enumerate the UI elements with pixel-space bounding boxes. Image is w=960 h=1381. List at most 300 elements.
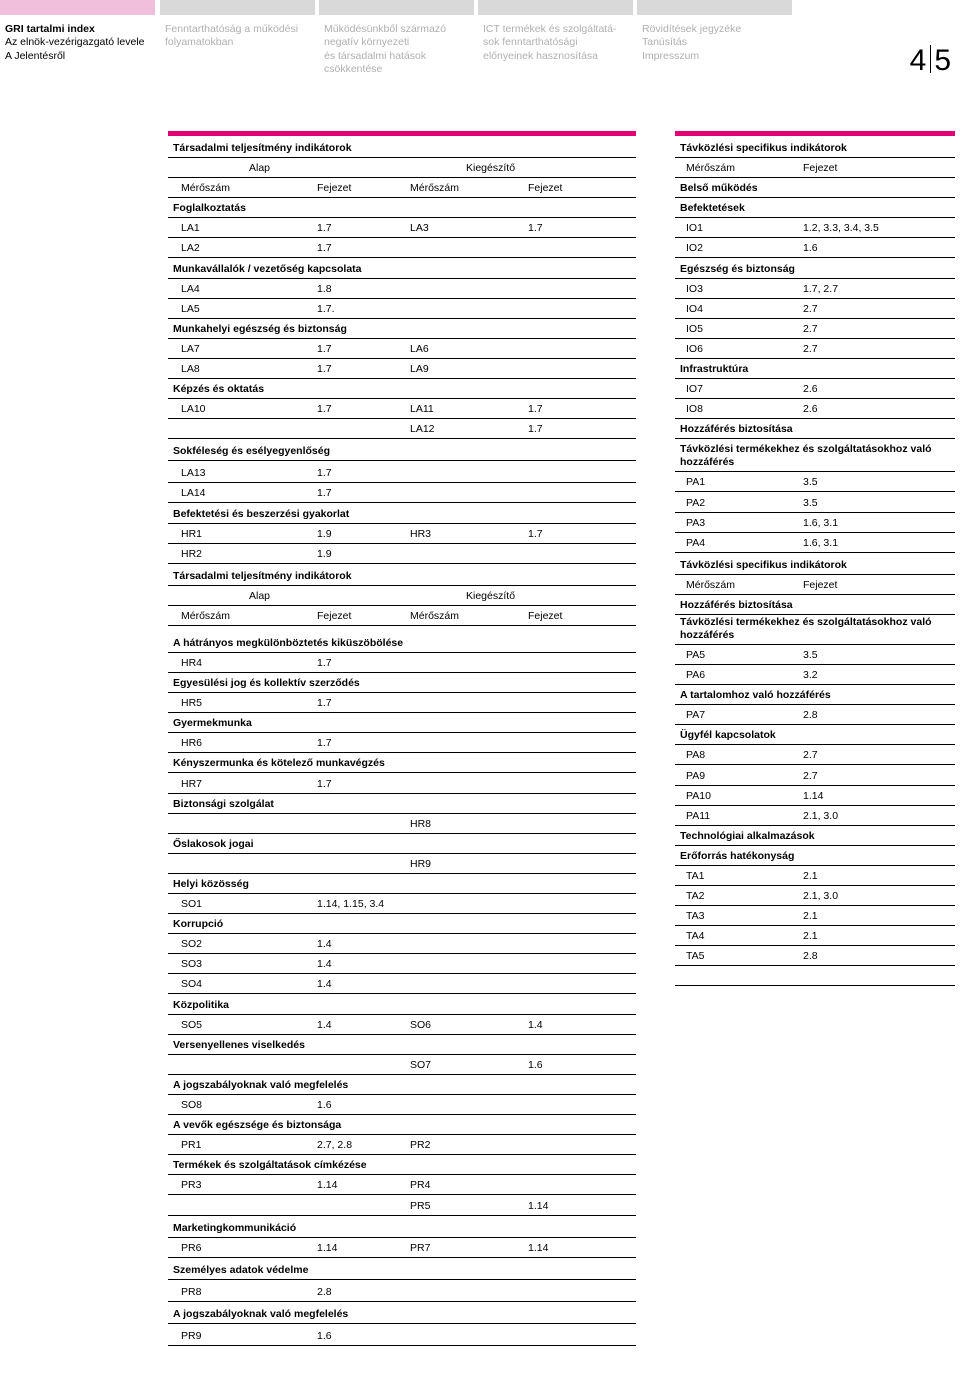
table-cell: PA4 bbox=[686, 536, 706, 549]
table-cell: PR9 bbox=[181, 1329, 202, 1342]
table-cell: 1.6 bbox=[317, 1329, 332, 1342]
group-header-supplementary: Kiegészítő bbox=[466, 162, 516, 175]
table-cell: 1.7 bbox=[317, 487, 332, 500]
table-cell: 1.14 bbox=[317, 1241, 338, 1254]
table-row bbox=[675, 238, 955, 258]
table-cell: SO3 bbox=[181, 958, 203, 971]
table-cell: LA13 bbox=[181, 467, 206, 480]
section-title: Távközlési termékekhez és szolgáltatásokhoz való hozzáférés bbox=[680, 615, 932, 641]
table-cell: 1.7 bbox=[317, 656, 332, 669]
table-row bbox=[675, 339, 955, 359]
table-title: Társadalmi teljesítmény indikátorok bbox=[173, 569, 352, 582]
nav-tab-bar bbox=[160, 0, 315, 15]
table-cell: 1.7 bbox=[317, 342, 332, 355]
section-title: Helyi közösség bbox=[173, 878, 249, 890]
table-cell: LA7 bbox=[181, 342, 200, 355]
table-row bbox=[168, 359, 636, 379]
table-section-row bbox=[168, 1035, 636, 1055]
table-title-row bbox=[168, 564, 636, 586]
section-title: Személyes adatok védelme bbox=[173, 1263, 309, 1276]
group-header-basic: Alap bbox=[249, 589, 271, 602]
table-row bbox=[675, 472, 955, 492]
table-row bbox=[168, 544, 636, 564]
table-section-row bbox=[168, 319, 636, 339]
table-row bbox=[168, 218, 636, 238]
table-section-row bbox=[675, 725, 955, 745]
table-row bbox=[168, 693, 636, 713]
section-title: Hozzáférés biztosítása bbox=[680, 423, 793, 436]
table-cell: 1.7 bbox=[317, 777, 332, 790]
table-section-row bbox=[168, 1258, 636, 1280]
table-row bbox=[168, 773, 636, 793]
table-cell: LA4 bbox=[181, 282, 200, 295]
table-cell: 1.7. bbox=[317, 302, 335, 315]
table-row bbox=[675, 533, 955, 553]
table-section-row bbox=[168, 1075, 636, 1095]
table-cell: 1.4 bbox=[317, 978, 332, 991]
table-cell: 1.7 bbox=[528, 222, 543, 235]
table-row bbox=[168, 238, 636, 258]
table-cell: TA1 bbox=[686, 870, 705, 882]
nav-tab-line: Impresszum bbox=[642, 49, 700, 62]
table-cell: 1.14, 1.15, 3.4 bbox=[317, 898, 385, 911]
table-row bbox=[675, 705, 955, 725]
table-column-header-row bbox=[675, 575, 955, 595]
table-row bbox=[168, 1175, 636, 1195]
page-number bbox=[910, 44, 952, 78]
section-title: Infrastruktúra bbox=[680, 363, 749, 376]
table-section-row bbox=[168, 1302, 636, 1324]
section-title: Hozzáférés biztosítása bbox=[680, 598, 793, 611]
table-cell: SO5 bbox=[181, 1018, 203, 1031]
section-title: A vevők egészsége és biztonsága bbox=[173, 1119, 342, 1132]
table-cell: 1.4 bbox=[528, 1018, 543, 1031]
section-title: Távközlési termékekhez és szolgáltatásokhoz való hozzáférés bbox=[680, 443, 932, 469]
section-title: Ügyfél kapcsolatok bbox=[680, 729, 776, 742]
table-cell: 1.7 bbox=[317, 737, 332, 750]
nav-tab-line: csökkentése bbox=[324, 63, 383, 76]
table-cell: 2.6 bbox=[803, 383, 818, 396]
table-cell: TA2 bbox=[686, 890, 705, 903]
table-cell: LA10 bbox=[181, 403, 206, 416]
table-cell: 1.6 bbox=[317, 1099, 332, 1112]
table-cell: 2.6 bbox=[803, 403, 818, 416]
table-cell: LA1 bbox=[181, 222, 200, 235]
table-section-row bbox=[675, 419, 955, 439]
table-section-row bbox=[168, 379, 636, 399]
table-cell: SO2 bbox=[181, 938, 203, 951]
section-title: Őslakosok jogai bbox=[173, 837, 254, 850]
table-cell: PR6 bbox=[181, 1241, 202, 1254]
table-cell: 2.8 bbox=[803, 950, 818, 963]
table-section-row bbox=[168, 994, 636, 1014]
table-row bbox=[675, 665, 955, 685]
table-section-row bbox=[675, 846, 955, 866]
table-row bbox=[168, 653, 636, 673]
page-number-left: 4 bbox=[909, 44, 928, 77]
table-cell: 2.8 bbox=[317, 1285, 332, 1298]
table-cell: 1.7 bbox=[528, 527, 543, 540]
table-cell: 1.6, 3.1 bbox=[803, 516, 839, 529]
table-section-row bbox=[675, 258, 955, 278]
table-cell: 3.2 bbox=[803, 669, 818, 682]
table-cell: PA6 bbox=[686, 669, 706, 682]
section-title: A jogszabályoknak való megfelelés bbox=[173, 1307, 349, 1320]
table-row bbox=[675, 866, 955, 886]
table-cell: PR7 bbox=[410, 1241, 431, 1254]
table-cell: 2.1 bbox=[803, 930, 818, 943]
table-row bbox=[675, 279, 955, 299]
table-cell: 2.1 bbox=[803, 870, 818, 882]
table-cell: LA14 bbox=[181, 487, 206, 500]
table-row bbox=[168, 279, 636, 299]
table-cell: 2.7 bbox=[803, 302, 818, 315]
section-title: Belső működés bbox=[680, 182, 758, 195]
nav-tab-line: Rövidítések jegyzéke bbox=[642, 23, 742, 35]
column-header: Mérőszám bbox=[181, 609, 231, 622]
table-row bbox=[675, 492, 955, 512]
table-cell: 1.7, 2.7 bbox=[803, 282, 839, 295]
table-section-row bbox=[168, 794, 636, 814]
table-cell: 1.7 bbox=[317, 222, 332, 235]
nav-tab-line: sok fenntarthatósági bbox=[483, 36, 578, 49]
table-section-row bbox=[168, 753, 636, 773]
table-cell: 1.8 bbox=[317, 282, 332, 295]
table-cell: LA3 bbox=[410, 222, 429, 235]
table-cell: PR2 bbox=[410, 1139, 431, 1152]
table-row bbox=[168, 399, 636, 419]
table-column-header-row bbox=[168, 178, 636, 198]
table-row bbox=[168, 954, 636, 974]
column-header: Fejezet bbox=[317, 182, 352, 195]
table-row bbox=[168, 1280, 636, 1302]
table-cell: 1.4 bbox=[317, 1018, 332, 1031]
table-section-row bbox=[675, 439, 955, 472]
table-cell: 1.14 bbox=[317, 1179, 338, 1192]
table-cell: 1.9 bbox=[317, 547, 332, 560]
table-cell: IO8 bbox=[686, 403, 703, 416]
table-row bbox=[675, 745, 955, 765]
table-cell: PR4 bbox=[410, 1179, 431, 1192]
table-title: Társadalmi teljesítmény indikátorok bbox=[173, 142, 352, 154]
table-cell: 1.14 bbox=[528, 1241, 549, 1254]
table-column-header-row bbox=[168, 606, 636, 626]
nav-tab-impact-reduction[interactable] bbox=[319, 0, 474, 100]
table-section-row bbox=[675, 198, 955, 218]
table-cell: 2.1 bbox=[803, 910, 818, 923]
table-column-header-row bbox=[675, 158, 955, 178]
column-header: Fejezet bbox=[803, 162, 838, 175]
section-title: Technológiai alkalmazások bbox=[680, 829, 815, 842]
table-section-row bbox=[675, 359, 955, 379]
telecom-indicators-table bbox=[675, 131, 955, 986]
nav-tab-abbreviations[interactable] bbox=[637, 0, 792, 100]
table-row bbox=[675, 806, 955, 826]
table-cell: LA8 bbox=[181, 363, 200, 376]
nav-tab-line: negatív környezeti bbox=[324, 36, 410, 49]
table-cell: PA2 bbox=[686, 496, 706, 509]
table-cell: TA4 bbox=[686, 930, 705, 943]
table-row bbox=[675, 906, 955, 926]
table-row bbox=[675, 926, 955, 946]
table-section-row bbox=[675, 685, 955, 705]
table-cell: PR3 bbox=[181, 1179, 202, 1192]
section-title: Befektetések bbox=[680, 202, 745, 215]
social-indicators-table bbox=[168, 131, 636, 1346]
table-cell: IO3 bbox=[686, 282, 703, 295]
table-section-row bbox=[168, 198, 636, 218]
column-header: Fejezet bbox=[528, 182, 563, 195]
section-title: Biztonsági szolgálat bbox=[173, 797, 274, 810]
table-cell: 1.2, 3.3, 3.4, 3.5 bbox=[803, 222, 879, 235]
table-row bbox=[168, 419, 636, 439]
table-row bbox=[168, 1238, 636, 1258]
table-cell: LA9 bbox=[410, 363, 429, 376]
table-section-row bbox=[168, 874, 636, 894]
column-header: Mérőszám bbox=[410, 182, 460, 195]
table-cell: PA11 bbox=[686, 809, 711, 822]
table-cell: 1.14 bbox=[803, 789, 824, 802]
table-cell: 3.5 bbox=[803, 496, 818, 509]
table-cell: PA7 bbox=[686, 709, 706, 722]
group-header-supplementary: Kiegészítő bbox=[466, 589, 516, 602]
column-header: Mérőszám bbox=[181, 182, 231, 195]
table-cell: SO4 bbox=[181, 978, 203, 991]
table-cell: SO6 bbox=[410, 1018, 432, 1031]
section-title: Versenyellenes viselkedés bbox=[173, 1038, 305, 1051]
table-cell: IO5 bbox=[686, 322, 703, 335]
table-title-row bbox=[675, 553, 955, 575]
table-row bbox=[168, 1095, 636, 1115]
table-cell: 1.7 bbox=[528, 403, 543, 416]
table-cell: PA10 bbox=[686, 789, 711, 802]
nav-tab-line: Működésünkből származó bbox=[324, 23, 446, 35]
table-row bbox=[675, 299, 955, 319]
table-section-row bbox=[675, 178, 955, 198]
table-cell: SO1 bbox=[181, 898, 203, 911]
table-cell: 2.8 bbox=[803, 709, 818, 722]
table-cell: 2.7 bbox=[803, 322, 818, 335]
table-row bbox=[168, 934, 636, 954]
nav-tab-line[interactable]: A Jelentésről bbox=[5, 49, 66, 62]
section-title: Erőforrás hatékonyság bbox=[680, 849, 795, 862]
table-row bbox=[168, 299, 636, 319]
table-row bbox=[675, 886, 955, 906]
table-row bbox=[675, 319, 955, 339]
table-row bbox=[168, 1324, 636, 1346]
section-title: Foglalkoztatás bbox=[173, 202, 246, 215]
table-cell: IO4 bbox=[686, 302, 703, 315]
table-row bbox=[675, 786, 955, 806]
table-cell: 3.5 bbox=[803, 648, 818, 661]
nav-tab-bar bbox=[319, 0, 474, 15]
table-title: Távközlési specifikus indikátorok bbox=[680, 558, 847, 571]
table-row bbox=[675, 946, 955, 966]
nav-tab-gri-index[interactable] bbox=[0, 0, 155, 100]
table-cell: PR5 bbox=[410, 1199, 431, 1212]
table-cell: HR5 bbox=[181, 697, 203, 710]
table-cell: 1.7 bbox=[528, 423, 543, 436]
table-cell: 1.14 bbox=[528, 1199, 549, 1212]
table-cell: SO8 bbox=[181, 1099, 203, 1112]
table-cell: SO7 bbox=[410, 1058, 432, 1071]
table-title: Távközlési specifikus indikátorok bbox=[680, 142, 847, 154]
table-row bbox=[675, 399, 955, 419]
table-row bbox=[168, 461, 636, 483]
section-title: A jogszabályoknak való megfelelés bbox=[173, 1078, 349, 1091]
nav-tab-bar bbox=[478, 0, 633, 15]
table-cell: LA6 bbox=[410, 342, 429, 355]
section-title: Befektetési és beszerzési gyakorlat bbox=[173, 507, 350, 520]
group-header-basic: Alap bbox=[249, 162, 271, 175]
table-title-row bbox=[675, 136, 955, 158]
table-row bbox=[168, 524, 636, 544]
section-title: A hátrányos megkülönböztetés kiküszöbölése bbox=[173, 636, 404, 649]
table-empty-row bbox=[675, 966, 955, 986]
table-row bbox=[168, 854, 636, 874]
table-cell: LA11 bbox=[410, 403, 434, 416]
table-group-header-row bbox=[168, 586, 636, 606]
table-cell: 2.7 bbox=[803, 769, 818, 782]
table-cell: 1.7 bbox=[317, 403, 332, 416]
table-section-row bbox=[168, 1115, 636, 1135]
table-cell: 2.7 bbox=[803, 749, 818, 762]
nav-tab-line: és társadalmi hatások bbox=[324, 49, 427, 62]
section-title: Marketingkommunikáció bbox=[173, 1221, 297, 1234]
nav-tab-sustainability-operations[interactable] bbox=[160, 0, 315, 100]
section-title: Képzés és oktatás bbox=[173, 383, 265, 396]
nav-tab-line[interactable]: Az elnök-vezérigazgató levele bbox=[5, 36, 145, 49]
table-cell: 1.6, 3.1 bbox=[803, 536, 839, 549]
nav-tab-line[interactable]: GRI tartalmi index bbox=[5, 23, 95, 35]
table-cell: 1.7 bbox=[317, 242, 332, 255]
column-header: Mérőszám bbox=[410, 609, 460, 622]
table-cell: 1.6 bbox=[803, 242, 818, 255]
table-cell: PA9 bbox=[686, 769, 706, 782]
table-cell: 1.7 bbox=[317, 697, 332, 710]
table-cell: IO1 bbox=[686, 222, 703, 235]
table-cell: 2.1, 3.0 bbox=[803, 809, 839, 822]
table-title-row bbox=[168, 136, 636, 158]
table-cell: LA12 bbox=[410, 423, 435, 436]
table-cell: 1.4 bbox=[317, 938, 332, 951]
table-cell: 1.9 bbox=[317, 527, 332, 540]
table-row bbox=[675, 645, 955, 665]
section-title: Közpolitika bbox=[173, 998, 230, 1011]
table-section-row bbox=[168, 834, 636, 854]
section-title: Kényszermunka és kötelező munkavégzés bbox=[173, 757, 385, 770]
table-section-row bbox=[168, 626, 636, 653]
table-row bbox=[168, 894, 636, 914]
section-title: Gyermekmunka bbox=[173, 717, 252, 730]
table-cell: HR2 bbox=[181, 547, 203, 560]
section-title: Termékek és szolgáltatások címkézése bbox=[173, 1159, 367, 1172]
section-title: Sokféleség és esélyegyenlőség bbox=[173, 445, 331, 458]
table-row bbox=[168, 1135, 636, 1155]
nav-tab-line: folyamatokban bbox=[165, 36, 234, 49]
table-group-header-row bbox=[168, 158, 636, 178]
table-cell: 1.4 bbox=[317, 958, 332, 971]
section-title: A tartalomhoz való hozzáférés bbox=[680, 689, 831, 702]
column-header: Fejezet bbox=[317, 609, 352, 622]
table-cell: HR3 bbox=[410, 527, 432, 540]
table-row bbox=[675, 218, 955, 238]
table-cell: IO2 bbox=[686, 242, 703, 255]
table-cell: HR6 bbox=[181, 737, 203, 750]
table-cell: 2.7 bbox=[803, 342, 818, 355]
table-row bbox=[168, 814, 636, 834]
nav-tab-line: Fenntarthatóság a működési bbox=[165, 23, 299, 35]
table-section-row bbox=[168, 713, 636, 733]
table-row bbox=[168, 1195, 636, 1215]
section-title: Egészség és biztonság bbox=[680, 262, 795, 275]
table-cell: 3.5 bbox=[803, 476, 818, 489]
table-section-row bbox=[168, 258, 636, 278]
table-cell: 1.7 bbox=[317, 363, 332, 376]
table-cell: PR1 bbox=[181, 1139, 202, 1152]
page-number-right: 5 bbox=[934, 44, 952, 77]
table-cell: LA2 bbox=[181, 242, 200, 255]
table-section-row bbox=[168, 439, 636, 461]
table-section-row bbox=[168, 914, 636, 934]
table-cell: 2.1, 3.0 bbox=[803, 890, 839, 903]
top-navigation bbox=[0, 0, 960, 100]
table-cell: HR7 bbox=[181, 777, 203, 790]
table-cell: PA8 bbox=[686, 749, 706, 762]
nav-tab-ict-products[interactable] bbox=[478, 0, 633, 100]
table-row bbox=[168, 1055, 636, 1075]
table-cell: HR1 bbox=[181, 527, 203, 540]
nav-tab-bar bbox=[637, 0, 792, 15]
table-cell: PA1 bbox=[686, 476, 706, 489]
table-row bbox=[168, 974, 636, 994]
table-section-row bbox=[168, 1155, 636, 1175]
section-title: Korrupció bbox=[173, 918, 224, 931]
table-section-row bbox=[168, 673, 636, 693]
table-cell: HR4 bbox=[181, 656, 203, 669]
section-title: Munkahelyi egészség és biztonság bbox=[173, 322, 347, 335]
table-row bbox=[675, 513, 955, 533]
table-row bbox=[168, 339, 636, 359]
table-row bbox=[168, 483, 636, 503]
column-header: Fejezet bbox=[803, 578, 838, 591]
section-title: Munkavállalók / vezetőség kapcsolata bbox=[173, 262, 362, 275]
page-number-divider bbox=[930, 45, 931, 73]
table-cell: TA5 bbox=[686, 950, 705, 963]
nav-tab-line: előnyeinek hasznosítása bbox=[483, 49, 598, 62]
nav-tab-bar bbox=[0, 0, 155, 15]
table-cell: IO6 bbox=[686, 342, 703, 355]
column-header: Mérőszám bbox=[686, 162, 736, 175]
table-cell: PA3 bbox=[686, 516, 706, 529]
table-section-row bbox=[168, 1216, 636, 1238]
table-row bbox=[675, 765, 955, 785]
table-cell: TA3 bbox=[686, 910, 705, 923]
column-header: Fejezet bbox=[528, 609, 563, 622]
table-cell: PR8 bbox=[181, 1285, 202, 1298]
table-cell: 1.7 bbox=[317, 467, 332, 480]
table-cell: HR9 bbox=[410, 857, 432, 870]
table-cell: HR8 bbox=[410, 817, 432, 830]
table-section-row bbox=[675, 826, 955, 846]
table-cell: PA5 bbox=[686, 648, 706, 661]
column-header: Mérőszám bbox=[686, 578, 736, 591]
table-row bbox=[168, 733, 636, 753]
table-cell: LA5 bbox=[181, 302, 200, 315]
section-title: Egyesülési jog és kollektív szerződés bbox=[173, 677, 360, 690]
table-row bbox=[168, 1015, 636, 1035]
table-section-row bbox=[168, 503, 636, 523]
